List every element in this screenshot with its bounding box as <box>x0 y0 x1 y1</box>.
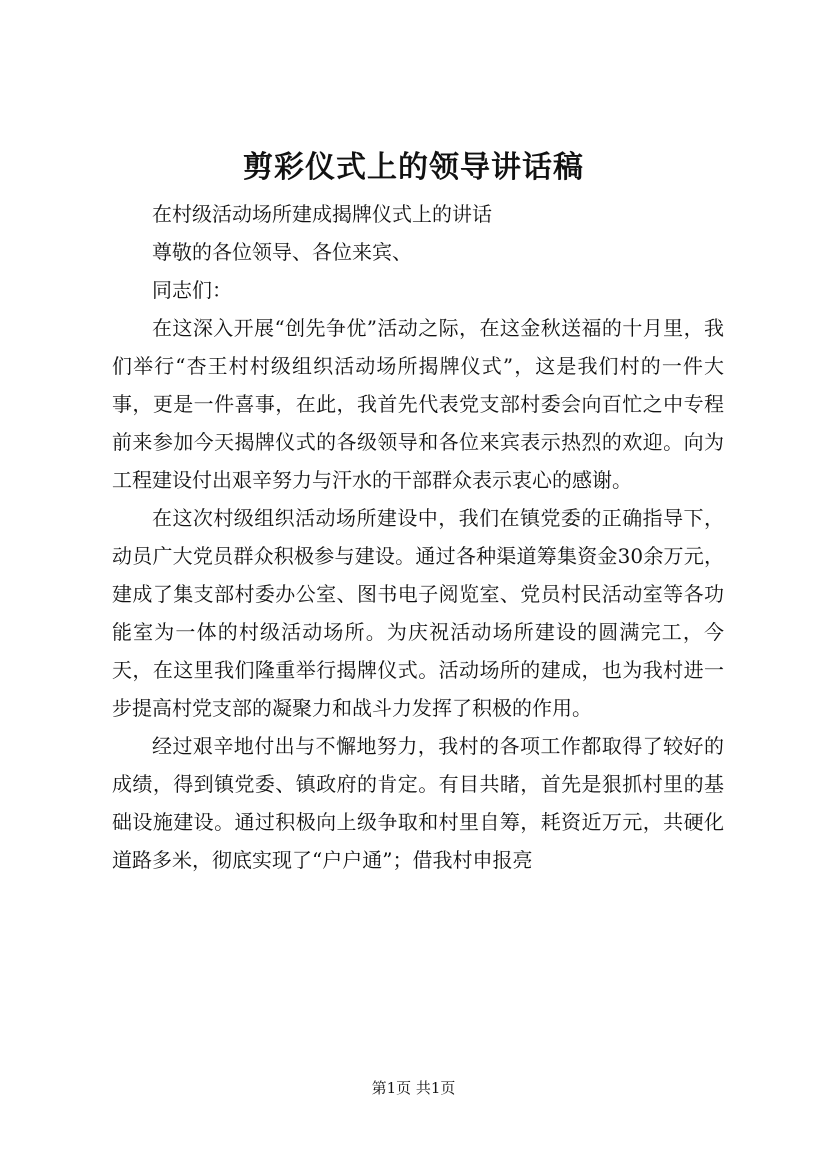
salutation-paragraph: 尊敬的各位领导、各位来宾、 <box>152 240 412 264</box>
body-paragraph: 在这次村级组织活动场所建设中，我们在镇党委的正确指导下，动员广大党员群众积极参与建设。通过各种渠道筹集资金30余万元，建成了集支部村委办公室、图书电子阅览室、党员村民活动室等各功能室为一体的村级活动场所。为庆祝活动场所建设的圆满完工，今天，在这里我们隆重举行揭牌仪式。活动场所的建成，也为我村进一步提高村党支部的凝聚力和战斗力发挥了积极的作用。 <box>112 506 724 720</box>
body-paragraph: 经过艰辛地付出与不懈地努力，我村的各项工作都取得了较好的成绩，得到镇党委、镇政府的肯定。有目共睹，首先是狠抓村里的基础设施建设。通过积极向上级争取和村里自筹，耗资近万元，共硬化道路多米，彻底实现了“户户通”；借我村申报亮 <box>112 734 724 872</box>
document-body <box>112 195 724 879</box>
subtitle-paragraph: 在村级活动场所建成揭牌仪式上的讲话 <box>152 202 492 226</box>
document-title: 剪彩仪式上的领导讲话稿 <box>243 150 584 185</box>
body-paragraph: 在这深入开展“创先争优”活动之际，在这金秋送福的十月里，我们举行“杏王村村级组织活动场所揭牌仪式”，这是我们村的一件大事，更是一件喜事，在此，我首先代表党支部村委会向百忙之中专程前来参加今天揭牌仪式的各级领导和各位来宾表示热烈的欢迎。向为工程建设付出艰辛努力与汗水的干部群众表示衷心的感谢。 <box>112 316 724 492</box>
page-footer: 第1页 共1页 <box>371 1079 456 1097</box>
salutation-paragraph: 同志们： <box>152 278 232 302</box>
